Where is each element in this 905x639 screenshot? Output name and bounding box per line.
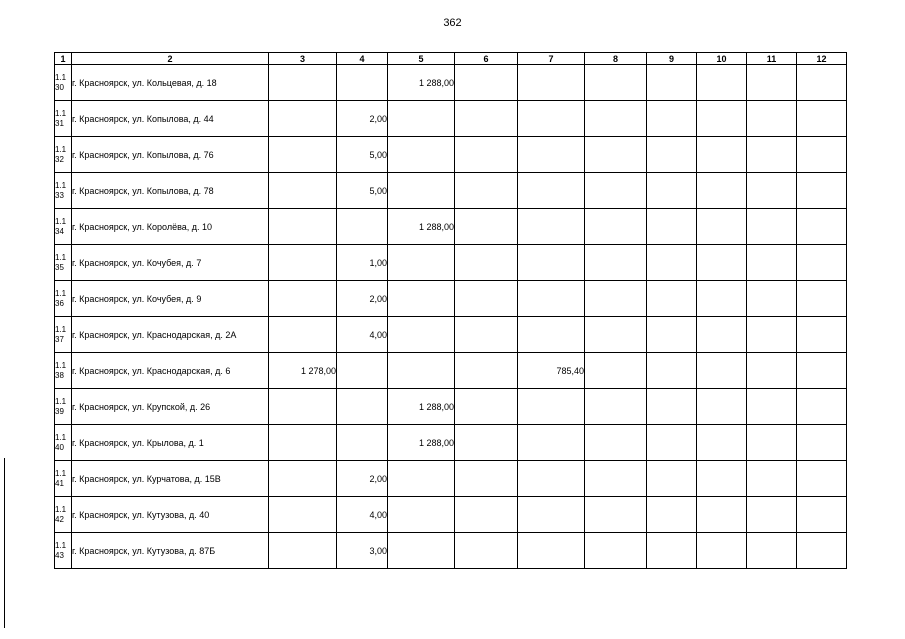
empty-cell-col11 <box>747 425 797 461</box>
empty-cell-col8 <box>585 137 647 173</box>
empty-cell-col10 <box>697 389 747 425</box>
empty-cell-col9 <box>647 425 697 461</box>
value-cell-col3 <box>269 497 337 533</box>
value-cell-col5 <box>388 533 455 569</box>
row-number-suffix: 35 <box>55 262 64 272</box>
column-header: 10 <box>697 53 747 65</box>
empty-cell-col10 <box>697 317 747 353</box>
column-header: 1 <box>55 53 72 65</box>
empty-cell-col10 <box>697 173 747 209</box>
value-cell-col5: 1 288,00 <box>388 65 455 101</box>
value-cell-col5 <box>388 245 455 281</box>
value-cell-col3 <box>269 173 337 209</box>
empty-cell-col11 <box>747 281 797 317</box>
table-row <box>55 101 847 137</box>
value-cell-col6 <box>455 425 518 461</box>
empty-cell-col11 <box>747 533 797 569</box>
empty-cell-col10 <box>697 101 747 137</box>
empty-cell-col11 <box>747 137 797 173</box>
empty-cell-col12 <box>797 245 847 281</box>
value-cell-col4: 3,00 <box>337 533 388 569</box>
empty-cell-col8 <box>585 317 647 353</box>
column-header: 4 <box>337 53 388 65</box>
row-number-prefix: 1.1 <box>55 360 67 370</box>
value-cell-col6 <box>455 173 518 209</box>
value-cell-col5: 1 288,00 <box>388 209 455 245</box>
empty-cell-col11 <box>747 209 797 245</box>
column-header: 7 <box>518 53 585 65</box>
empty-cell-col9 <box>647 173 697 209</box>
value-cell-col7 <box>518 389 585 425</box>
empty-cell-col9 <box>647 353 697 389</box>
value-cell-col4: 5,00 <box>337 137 388 173</box>
empty-cell-col12 <box>797 533 847 569</box>
value-cell-col3 <box>269 317 337 353</box>
address-cell: г. Красноярск, ул. Кутузова, д. 87Б <box>72 533 269 569</box>
empty-cell-col8 <box>585 209 647 245</box>
row-number <box>55 533 72 569</box>
row-number <box>55 281 72 317</box>
table-row <box>55 497 847 533</box>
address-cell: г. Красноярск, ул. Кольцевая, д. 18 <box>72 65 269 101</box>
table-row <box>55 389 847 425</box>
value-cell-col7 <box>518 317 585 353</box>
value-cell-col6 <box>455 353 518 389</box>
row-number <box>55 353 72 389</box>
row-number-prefix: 1.1 <box>55 540 67 550</box>
empty-cell-col10 <box>697 245 747 281</box>
value-cell-col5 <box>388 101 455 137</box>
row-number-prefix: 1.1 <box>55 252 67 262</box>
row-number-prefix: 1.1 <box>55 108 67 118</box>
empty-cell-col9 <box>647 281 697 317</box>
empty-cell-col8 <box>585 461 647 497</box>
empty-cell-col12 <box>797 353 847 389</box>
value-cell-col3 <box>269 533 337 569</box>
value-cell-col5 <box>388 281 455 317</box>
table-row <box>55 461 847 497</box>
address-cell: г. Красноярск, ул. Кочубея, д. 7 <box>72 245 269 281</box>
address-cell: г. Красноярск, ул. Копылова, д. 76 <box>72 137 269 173</box>
row-number-prefix: 1.1 <box>55 72 67 82</box>
value-cell-col5: 1 288,00 <box>388 389 455 425</box>
value-cell-col7 <box>518 497 585 533</box>
empty-cell-col9 <box>647 101 697 137</box>
value-cell-col6 <box>455 317 518 353</box>
value-cell-col7 <box>518 461 585 497</box>
value-cell-col6 <box>455 65 518 101</box>
row-number-suffix: 36 <box>55 298 64 308</box>
value-cell-col3 <box>269 101 337 137</box>
empty-cell-col8 <box>585 353 647 389</box>
margin-rule <box>4 458 5 628</box>
table-body <box>55 65 847 569</box>
table-row <box>55 65 847 101</box>
empty-cell-col12 <box>797 209 847 245</box>
value-cell-col4 <box>337 353 388 389</box>
column-header: 6 <box>455 53 518 65</box>
value-cell-col6 <box>455 245 518 281</box>
empty-cell-col12 <box>797 317 847 353</box>
value-cell-col7 <box>518 425 585 461</box>
row-number-suffix: 41 <box>55 478 64 488</box>
value-cell-col7 <box>518 137 585 173</box>
empty-cell-col10 <box>697 209 747 245</box>
row-number <box>55 497 72 533</box>
value-cell-col7 <box>518 245 585 281</box>
empty-cell-col9 <box>647 533 697 569</box>
empty-cell-col11 <box>747 101 797 137</box>
address-cell: г. Красноярск, ул. Королёва, д. 10 <box>72 209 269 245</box>
address-cell: г. Красноярск, ул. Копылова, д. 78 <box>72 173 269 209</box>
value-cell-col6 <box>455 461 518 497</box>
table-row <box>55 425 847 461</box>
empty-cell-col9 <box>647 497 697 533</box>
table-row <box>55 173 847 209</box>
table-row <box>55 317 847 353</box>
column-header: 3 <box>269 53 337 65</box>
header-row <box>55 53 847 65</box>
row-number-suffix: 34 <box>55 226 64 236</box>
empty-cell-col8 <box>585 497 647 533</box>
row-number <box>55 425 72 461</box>
address-cell: г. Красноярск, ул. Крупской, д. 26 <box>72 389 269 425</box>
value-cell-col7 <box>518 533 585 569</box>
address-cell: г. Красноярск, ул. Кочубея, д. 9 <box>72 281 269 317</box>
value-cell-col5 <box>388 461 455 497</box>
empty-cell-col8 <box>585 65 647 101</box>
empty-cell-col11 <box>747 461 797 497</box>
value-cell-col4: 4,00 <box>337 497 388 533</box>
value-cell-col5 <box>388 497 455 533</box>
row-number-suffix: 32 <box>55 154 64 164</box>
value-cell-col4: 2,00 <box>337 101 388 137</box>
empty-cell-col9 <box>647 209 697 245</box>
value-cell-col5 <box>388 173 455 209</box>
row-number-prefix: 1.1 <box>55 432 67 442</box>
value-cell-col3: 1 278,00 <box>269 353 337 389</box>
value-cell-col7 <box>518 65 585 101</box>
empty-cell-col11 <box>747 497 797 533</box>
value-cell-col5 <box>388 353 455 389</box>
empty-cell-col12 <box>797 137 847 173</box>
value-cell-col6 <box>455 137 518 173</box>
empty-cell-col12 <box>797 389 847 425</box>
row-number-suffix: 30 <box>55 82 64 92</box>
table-row <box>55 137 847 173</box>
row-number-prefix: 1.1 <box>55 216 67 226</box>
value-cell-col4: 1,00 <box>337 245 388 281</box>
empty-cell-col8 <box>585 389 647 425</box>
row-number <box>55 137 72 173</box>
empty-cell-col9 <box>647 389 697 425</box>
value-cell-col6 <box>455 101 518 137</box>
empty-cell-col9 <box>647 245 697 281</box>
empty-cell-col10 <box>697 425 747 461</box>
column-header: 8 <box>585 53 647 65</box>
data-table <box>54 52 847 569</box>
address-cell: г. Красноярск, ул. Кутузова, д. 40 <box>72 497 269 533</box>
empty-cell-col11 <box>747 245 797 281</box>
empty-cell-col10 <box>697 497 747 533</box>
value-cell-col7 <box>518 173 585 209</box>
empty-cell-col10 <box>697 65 747 101</box>
address-cell: г. Красноярск, ул. Крылова, д. 1 <box>72 425 269 461</box>
empty-cell-col12 <box>797 461 847 497</box>
empty-cell-col11 <box>747 65 797 101</box>
column-header: 5 <box>388 53 455 65</box>
address-cell: г. Красноярск, ул. Курчатова, д. 15В <box>72 461 269 497</box>
table-row <box>55 353 847 389</box>
table-row <box>55 281 847 317</box>
row-number-prefix: 1.1 <box>55 324 67 334</box>
value-cell-col6 <box>455 389 518 425</box>
value-cell-col4 <box>337 389 388 425</box>
empty-cell-col12 <box>797 65 847 101</box>
row-number <box>55 209 72 245</box>
row-number <box>55 101 72 137</box>
row-number <box>55 461 72 497</box>
page-number: 362 <box>443 17 462 29</box>
row-number-suffix: 31 <box>55 118 64 128</box>
empty-cell-col10 <box>697 137 747 173</box>
value-cell-col7 <box>518 101 585 137</box>
empty-cell-col9 <box>647 317 697 353</box>
empty-cell-col11 <box>747 353 797 389</box>
empty-cell-col9 <box>647 65 697 101</box>
empty-cell-col8 <box>585 173 647 209</box>
value-cell-col7: 785,40 <box>518 353 585 389</box>
value-cell-col4: 2,00 <box>337 461 388 497</box>
value-cell-col7 <box>518 281 585 317</box>
empty-cell-col10 <box>697 533 747 569</box>
value-cell-col3 <box>269 425 337 461</box>
value-cell-col7 <box>518 209 585 245</box>
empty-cell-col11 <box>747 173 797 209</box>
value-cell-col5: 1 288,00 <box>388 425 455 461</box>
value-cell-col3 <box>269 245 337 281</box>
value-cell-col6 <box>455 497 518 533</box>
empty-cell-col9 <box>647 461 697 497</box>
value-cell-col4 <box>337 209 388 245</box>
row-number <box>55 245 72 281</box>
value-cell-col4 <box>337 425 388 461</box>
value-cell-col3 <box>269 137 337 173</box>
empty-cell-col8 <box>585 281 647 317</box>
row-number-prefix: 1.1 <box>55 468 67 478</box>
row-number <box>55 317 72 353</box>
value-cell-col3 <box>269 461 337 497</box>
row-number-prefix: 1.1 <box>55 504 67 514</box>
empty-cell-col12 <box>797 425 847 461</box>
row-number-suffix: 42 <box>55 514 64 524</box>
value-cell-col4 <box>337 65 388 101</box>
address-cell: г. Красноярск, ул. Краснодарская, д. 2А <box>72 317 269 353</box>
empty-cell-col12 <box>797 497 847 533</box>
row-number-suffix: 39 <box>55 406 64 416</box>
row-number-prefix: 1.1 <box>55 180 67 190</box>
empty-cell-col12 <box>797 173 847 209</box>
empty-cell-col12 <box>797 281 847 317</box>
row-number <box>55 389 72 425</box>
value-cell-col5 <box>388 137 455 173</box>
address-cell: г. Красноярск, ул. Копылова, д. 44 <box>72 101 269 137</box>
table-row <box>55 209 847 245</box>
column-header: 12 <box>797 53 847 65</box>
value-cell-col3 <box>269 389 337 425</box>
empty-cell-col10 <box>697 461 747 497</box>
empty-cell-col12 <box>797 101 847 137</box>
empty-cell-col10 <box>697 353 747 389</box>
empty-cell-col8 <box>585 101 647 137</box>
row-number <box>55 173 72 209</box>
empty-cell-col8 <box>585 425 647 461</box>
value-cell-col4: 5,00 <box>337 173 388 209</box>
row-number-suffix: 43 <box>55 550 64 560</box>
empty-cell-col8 <box>585 533 647 569</box>
column-header: 2 <box>72 53 269 65</box>
row-number-suffix: 40 <box>55 442 64 452</box>
column-header: 11 <box>747 53 797 65</box>
row-number-prefix: 1.1 <box>55 144 67 154</box>
row-number <box>55 65 72 101</box>
value-cell-col6 <box>455 533 518 569</box>
value-cell-col4: 4,00 <box>337 317 388 353</box>
value-cell-col5 <box>388 317 455 353</box>
value-cell-col6 <box>455 209 518 245</box>
value-cell-col4: 2,00 <box>337 281 388 317</box>
row-number-suffix: 33 <box>55 190 64 200</box>
empty-cell-col11 <box>747 389 797 425</box>
value-cell-col6 <box>455 281 518 317</box>
row-number-suffix: 38 <box>55 370 64 380</box>
value-cell-col3 <box>269 281 337 317</box>
value-cell-col3 <box>269 209 337 245</box>
column-header: 9 <box>647 53 697 65</box>
row-number-suffix: 37 <box>55 334 64 344</box>
empty-cell-col10 <box>697 281 747 317</box>
table-row <box>55 533 847 569</box>
table-row <box>55 245 847 281</box>
address-cell: г. Красноярск, ул. Краснодарская, д. 6 <box>72 353 269 389</box>
value-cell-col3 <box>269 65 337 101</box>
empty-cell-col9 <box>647 137 697 173</box>
empty-cell-col8 <box>585 245 647 281</box>
row-number-prefix: 1.1 <box>55 288 67 298</box>
empty-cell-col11 <box>747 317 797 353</box>
row-number-prefix: 1.1 <box>55 396 67 406</box>
